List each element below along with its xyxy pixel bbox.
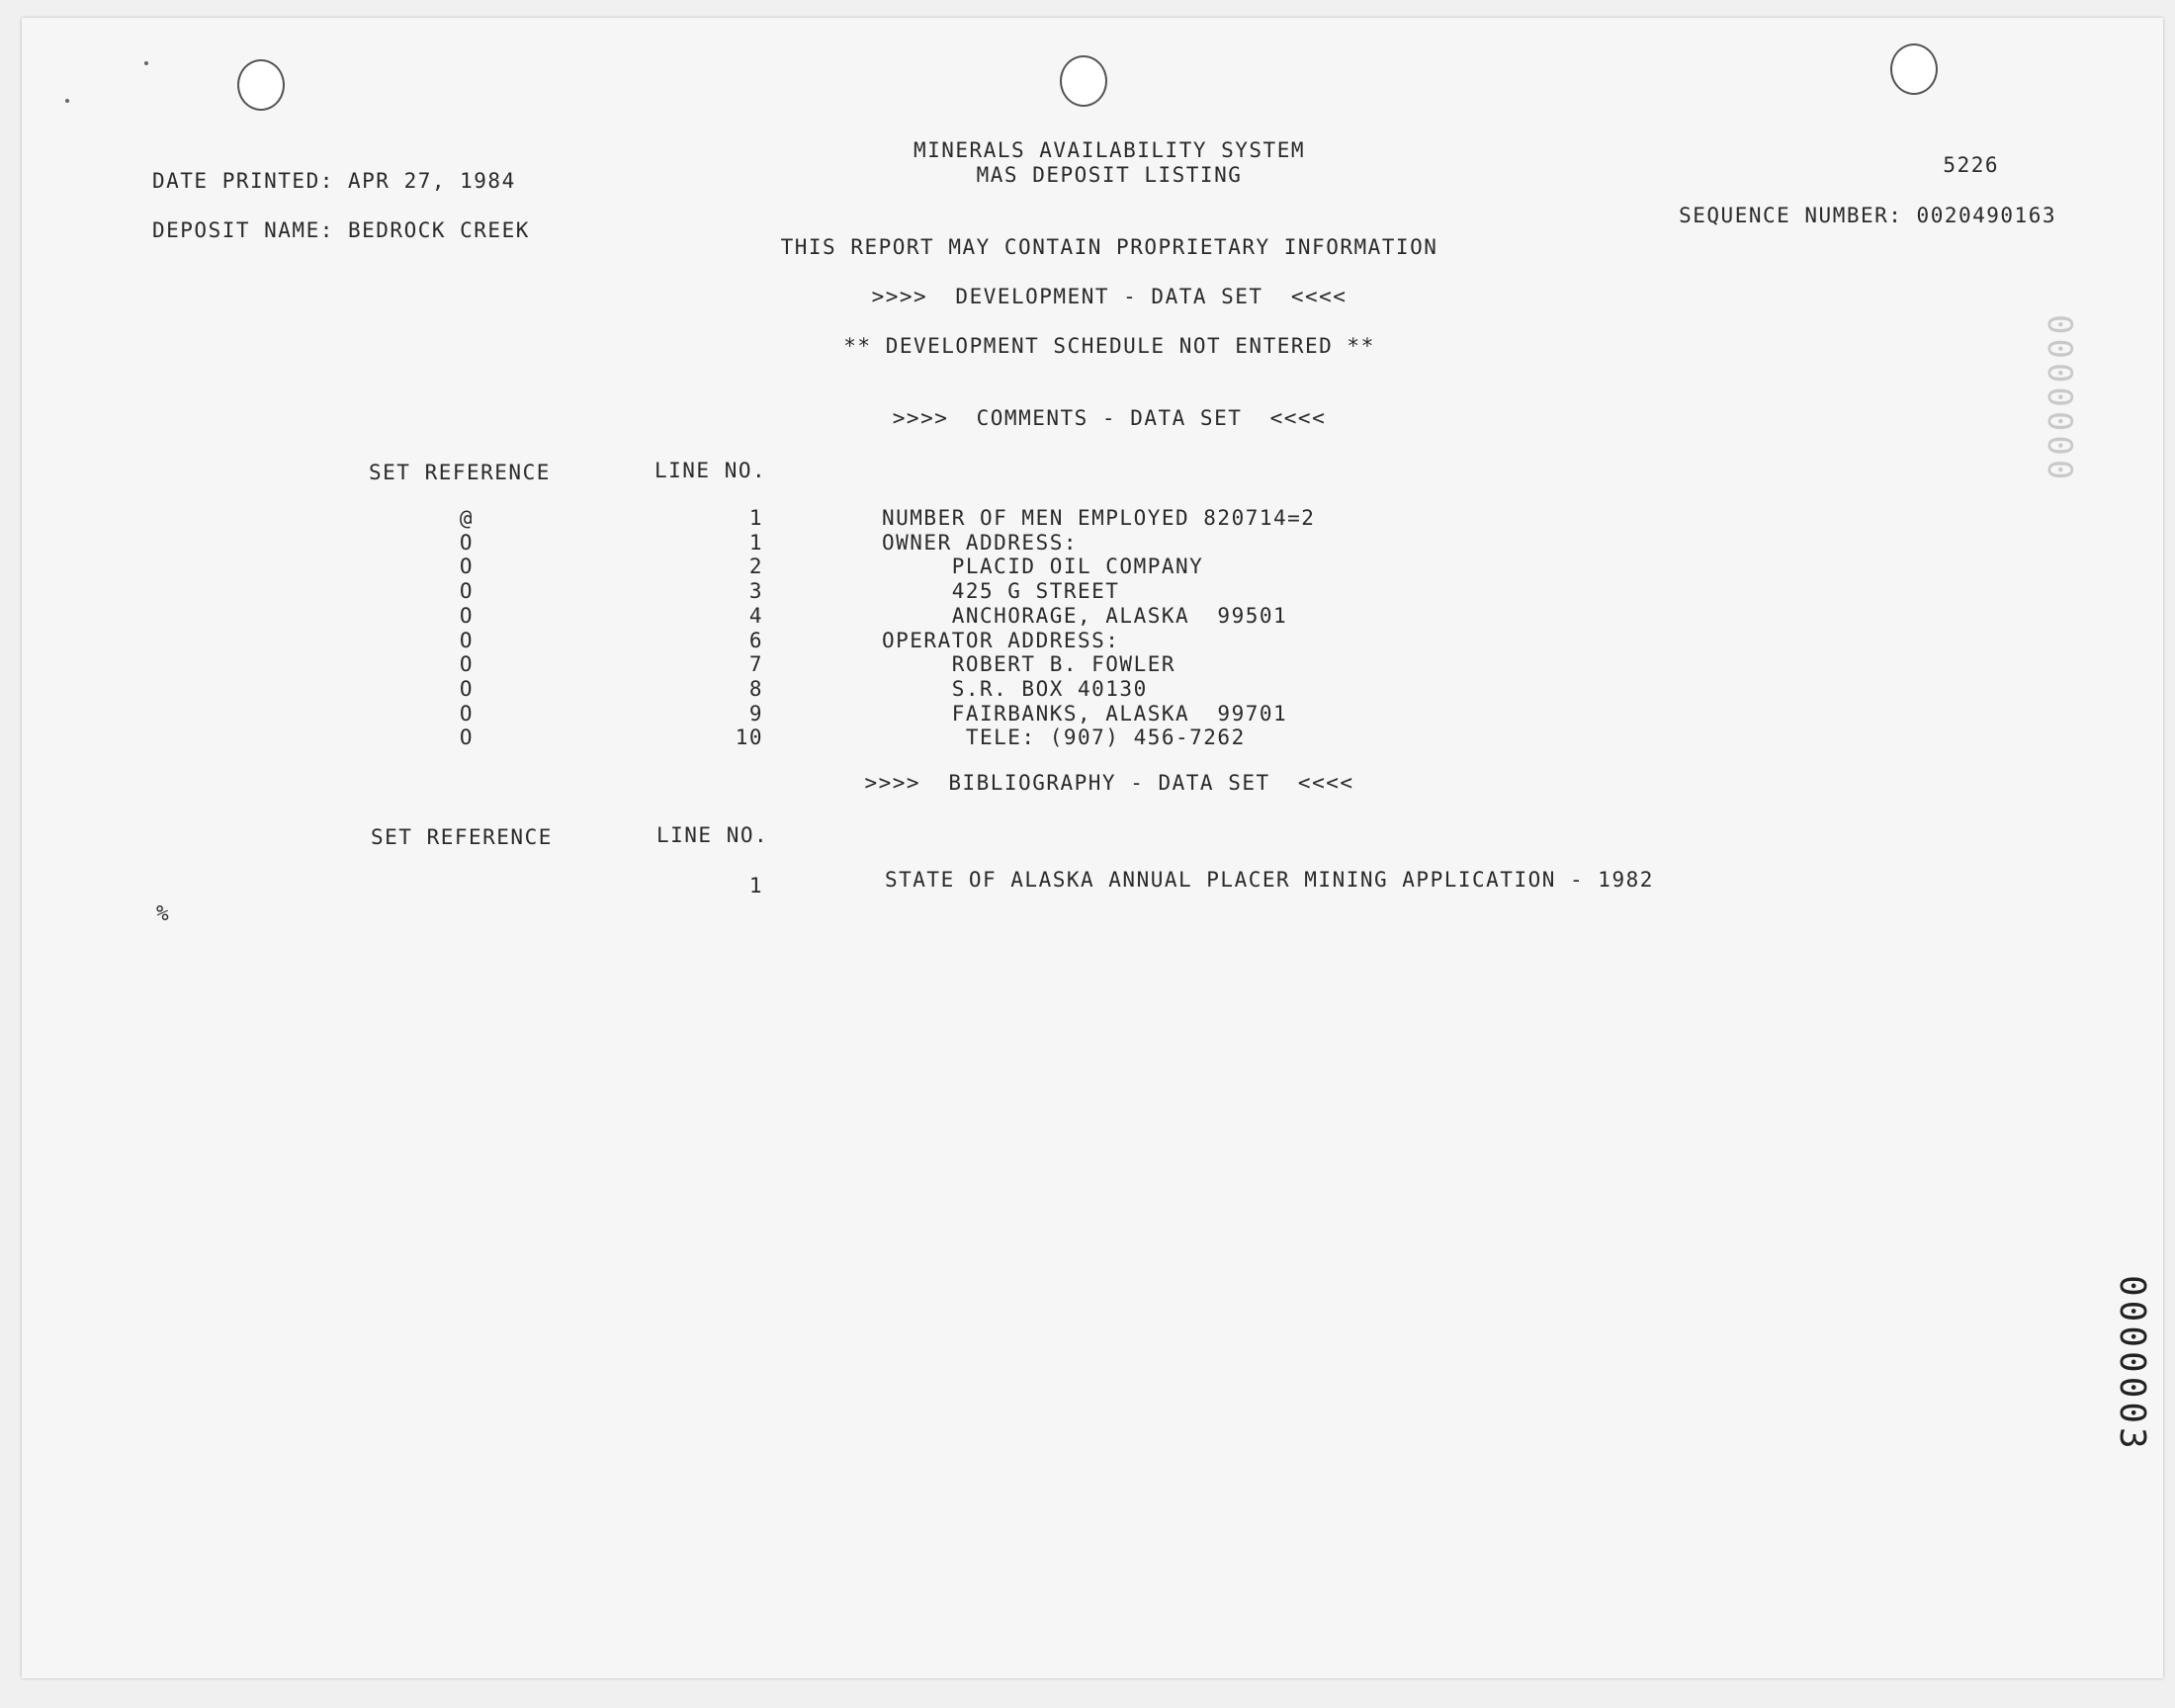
comment-line-number: 7: [748, 652, 763, 676]
comments-heading: >>>> COMMENTS - DATA SET <<<<: [892, 406, 1327, 430]
proprietary-notice: THIS REPORT MAY CONTAIN PROPRIETARY INFORMATION: [780, 235, 1438, 259]
paper-speck: [144, 61, 148, 65]
comment-line-number: 8: [748, 677, 763, 701]
comment-set-reference: O: [459, 579, 475, 603]
comment-set-reference: O: [459, 629, 475, 652]
bibliography-col-set-reference: SET REFERENCE: [371, 825, 553, 849]
comment-text: OPERATOR ADDRESS:: [882, 629, 1120, 652]
development-note: ** DEVELOPMENT SCHEDULE NOT ENTERED **: [843, 334, 1375, 358]
comment-line-number: 4: [748, 604, 763, 628]
comment-set-reference: O: [459, 531, 475, 555]
punch-hole-left: [237, 59, 285, 111]
comment-set-reference: O: [459, 652, 475, 676]
comment-set-reference: O: [459, 726, 475, 749]
bibliography-text: STATE OF ALASKA ANNUAL PLACER MINING APPLICATION - 1982: [885, 868, 1654, 892]
listing-title: MAS DEPOSIT LISTING: [976, 163, 1243, 187]
page-number: 5226: [1943, 153, 1999, 177]
date-printed: DATE PRINTED: APR 27, 1984: [152, 169, 516, 193]
comment-text: FAIRBANKS, ALASKA 99701: [882, 702, 1288, 726]
comment-text: NUMBER OF MEN EMPLOYED 820714=2: [882, 506, 1316, 530]
deposit-name: DEPOSIT NAME: BEDROCK CREEK: [152, 218, 530, 242]
footer-mark: %: [156, 901, 171, 925]
comment-set-reference: O: [459, 604, 475, 628]
punch-hole-right: [1890, 43, 1938, 95]
comment-text: PLACID OIL COMPANY: [882, 555, 1204, 578]
comment-line-number: 10: [735, 726, 763, 749]
comment-text: OWNER ADDRESS:: [882, 531, 1079, 555]
comment-line-number: 1: [748, 531, 763, 555]
comment-set-reference: O: [459, 677, 475, 701]
comment-text: ANCHORAGE, ALASKA 99501: [882, 604, 1288, 628]
comments-col-set-reference: SET REFERENCE: [369, 461, 551, 484]
comment-line-number: 3: [748, 579, 763, 603]
comment-set-reference: O: [459, 555, 475, 578]
faint-stamp-number: 0000000: [2040, 314, 2079, 484]
comment-line-number: 1: [748, 506, 763, 530]
comment-line-number: 6: [748, 629, 763, 652]
paper-speck: [65, 99, 69, 103]
development-heading: >>>> DEVELOPMENT - DATA SET <<<<: [871, 285, 1348, 308]
comment-text: 425 G STREET: [882, 579, 1120, 603]
comment-text: S.R. BOX 40130: [882, 677, 1148, 701]
bibliography-heading: >>>> BIBLIOGRAPHY - DATA SET <<<<: [864, 771, 1354, 795]
comments-col-line-no: LINE NO.: [654, 459, 767, 482]
comment-text: TELE: (907) 456-7262: [882, 726, 1246, 749]
comment-line-number: 2: [748, 555, 763, 578]
bibliography-line-number: 1: [748, 874, 763, 897]
bates-stamp-number: 0000003: [2112, 1275, 2152, 1453]
bibliography-col-line-no: LINE NO.: [656, 823, 769, 847]
comment-set-reference: @: [459, 506, 475, 530]
sequence-number: SEQUENCE NUMBER: 0020490163: [1679, 204, 2056, 227]
punch-hole-center: [1060, 55, 1107, 107]
comment-text: ROBERT B. FOWLER: [882, 652, 1176, 676]
comment-set-reference: O: [459, 702, 475, 726]
system-title: MINERALS AVAILABILITY SYSTEM: [913, 138, 1305, 162]
report-sheet: [22, 18, 2163, 1678]
comment-line-number: 9: [748, 702, 763, 726]
